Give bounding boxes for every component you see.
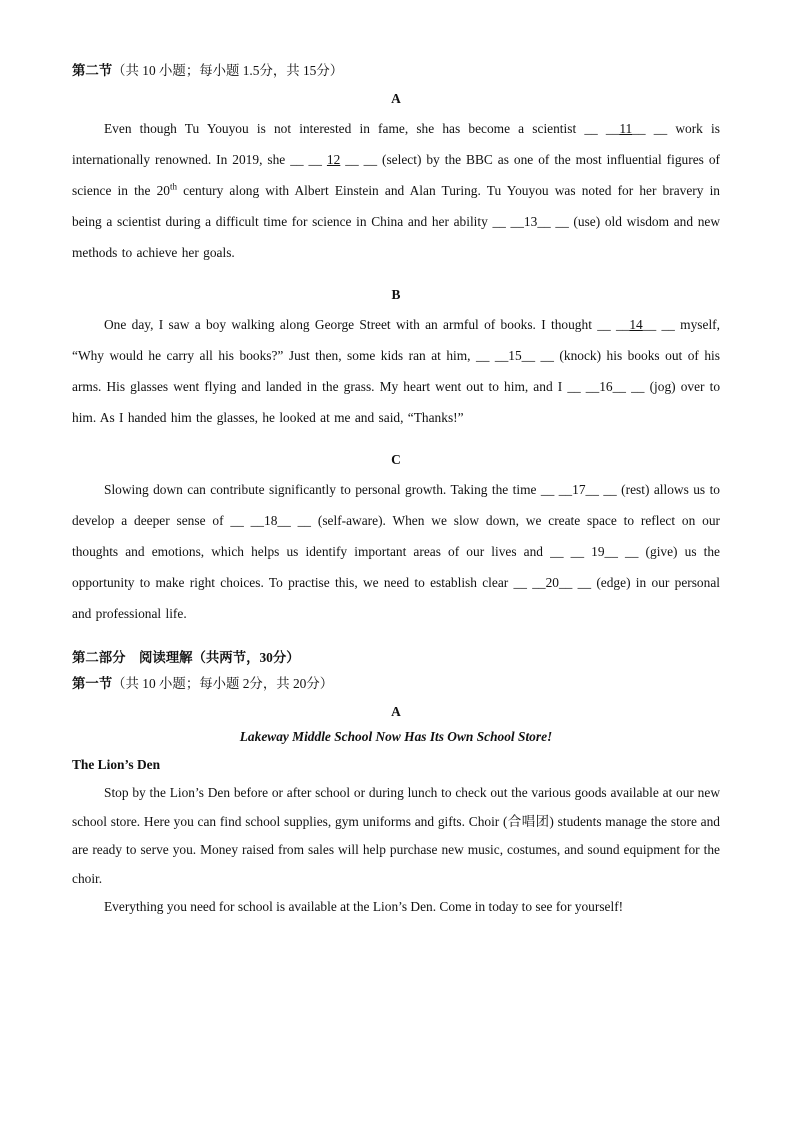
- blank-16: __ __16__ __: [567, 379, 645, 394]
- passage-b-text: [72, 309, 720, 433]
- text-run: (jog) over to him. As I handed him the glasses, he looked at me and said, “Thanks!”: [72, 379, 721, 425]
- text-run: Slowing down can contribute significantly to personal growth. Taking the time: [104, 482, 541, 497]
- superscript: th: [169, 181, 177, 192]
- blank-line: __ __: [632, 121, 668, 136]
- text-run: (self-aware). When we slow down, we create space to reflect on our thoughts and emotions, which helps us identify important areas of our lives and: [72, 513, 720, 559]
- blank-12: [290, 152, 377, 167]
- blank-15: __ __15__ __: [476, 348, 554, 363]
- reading-a-paragraph-1: Stop by the Lion’s Den before or after school or during lunch to check out the various goods available at our new school store. Here you can find school supplies, gym uniforms and gifts. Choir (合唱团) students manage the store and are ready to serve you. Money raised from sales will help purchase new music, costumes, and sound equipment for the choir.: [72, 785, 720, 886]
- text-run: myself, “Why would he carry all his books?” Just then, some kids ran at him,: [72, 317, 720, 363]
- blank-14: 14: [629, 317, 643, 332]
- blank-19: __ __ 19__ __: [550, 544, 639, 559]
- blank-11: [584, 121, 667, 136]
- section-heading-label: 第二节: [72, 63, 113, 78]
- text-run: work is internationally renowned. In 2019, she: [72, 121, 720, 167]
- section-heading-detail: （共 10 小题；每小题 1.5分，共 15分）: [112, 63, 344, 78]
- passage-a-letter: A: [391, 91, 401, 106]
- text-run: Even though Tu Youyou is not interested in fame, she has become a scientist: [104, 121, 585, 136]
- blank-line: __ __: [584, 121, 620, 136]
- blank-line: __ __: [597, 317, 630, 332]
- passage-b-letter: B: [391, 287, 401, 302]
- exam-page: [72, 60, 720, 922]
- part-two-heading: 第二部分 阅读理解（共两节，30分）: [72, 650, 300, 665]
- blank-18: __ __18__ __: [230, 513, 312, 528]
- passage-c-letter: C: [391, 452, 401, 467]
- text-run: (rest) allows us to develop a deeper sense of: [72, 482, 720, 528]
- reading-a-paragraph-2: Everything you need for school is available at the Lion’s Den. Come in today to see for yourself!: [104, 899, 624, 914]
- text-run: (give) us the opportunity to make right choices. To practise this, we need to establish clear: [72, 544, 720, 590]
- reading-a-letter: A: [391, 704, 401, 719]
- blank-line: __ __: [290, 152, 322, 167]
- blank-number: 12: [326, 152, 341, 167]
- reading-a-title: Lakeway Middle School Now Has Its Own School Store!: [239, 729, 553, 744]
- blank-number: 11: [619, 121, 633, 136]
- blank-line: __ __: [340, 152, 378, 167]
- text-run: century along with Albert Einstein and Alan Turing. Tu Youyou was noted for her bravery in being a scientist during a difficult time for science in China and her ability: [72, 183, 720, 229]
- text-run: One day, I saw a boy walking along George Street with an armful of books. I thought: [104, 317, 598, 332]
- part-two-section-detail: （共 10 小题；每小题 2分，共 20分）: [112, 676, 334, 691]
- blank-20: __ __20__ __: [513, 575, 592, 590]
- passage-a-text: [72, 113, 720, 268]
- section-heading: [72, 60, 720, 82]
- text-run: (select) by the BBC as one of the most influential figures of science in the 20: [72, 152, 720, 198]
- text-run: (edge) in our personal and professional life.: [72, 575, 720, 621]
- passage-c-text: [72, 474, 720, 629]
- blank-17: __ __17__ __: [540, 482, 617, 497]
- part-two-section-label: 第一节: [72, 676, 113, 691]
- reading-a-subhead: The Lion’s Den: [72, 757, 161, 772]
- blank-13: __ __13__ __: [492, 214, 569, 229]
- text-run: (use) old wisdom and new methods to achieve her goals.: [72, 214, 720, 260]
- text-run: (knock) his books out of his arms. His glasses went flying and landed in the grass. My heart went out to him, and I: [72, 348, 720, 394]
- blank-line: __ __: [642, 317, 675, 332]
- part-two-section-heading: [72, 673, 720, 695]
